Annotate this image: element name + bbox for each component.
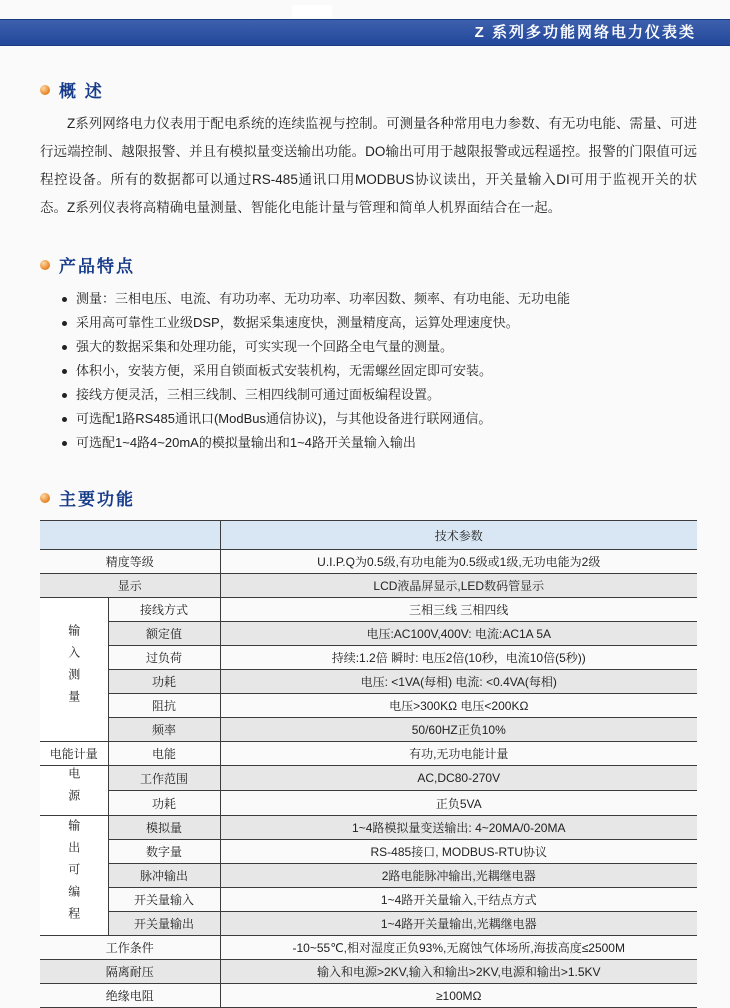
table-row <box>40 694 697 718</box>
section-title: 主要功能 <box>59 490 135 509</box>
spec-value-cell: AC,DC80-270V <box>220 766 697 791</box>
spec-label-cell: 额定值 <box>108 622 220 646</box>
table-row <box>40 598 697 622</box>
table-header-row <box>40 521 697 550</box>
spec-label-cell: 显示 <box>40 574 220 598</box>
spec-value-cell: ≥100MΩ <box>220 984 697 1008</box>
spec-value-cell: 1~4路模拟量变送输出: 4~20MA/0-20MA <box>220 816 697 840</box>
table-row <box>40 550 697 574</box>
spec-group-cell <box>40 598 108 742</box>
spec-value-cell: 2路电能脉冲输出,光耦继电器 <box>220 864 697 888</box>
spec-label-cell: 工作范围 <box>108 766 220 791</box>
spec-group-cell: 电能计量 <box>40 742 108 766</box>
spec-value-cell: LCD液晶屏显示,LED数码管显示 <box>220 574 697 598</box>
spec-label-cell: 脉冲输出 <box>108 864 220 888</box>
table-row <box>40 984 697 1008</box>
feature-item: 测量：三相电压、电流、有功功率、无功功率、功率因数、频率、有功电能、无功电能 <box>62 287 697 311</box>
spec-group-cell <box>40 816 108 936</box>
section-heading-overview <box>40 77 697 102</box>
spec-value-cell: 有功,无功电能计量 <box>220 742 697 766</box>
spec-value-cell: 电压: <1VA(每相) 电流: <0.4VA(每相) <box>220 670 697 694</box>
page-title: Z 系列多功能网络电力仪表类 <box>474 24 696 41</box>
orange-bullet-icon <box>40 493 50 503</box>
spec-value-cell: 输入和电源>2KV,输入和输出>2KV,电源和输出>1.5KV <box>220 960 697 984</box>
spec-value-cell: 正负5VA <box>220 791 697 816</box>
section-heading-functions <box>40 485 697 510</box>
group-label: 电源 <box>66 767 81 811</box>
table-row <box>40 646 697 670</box>
table-row <box>40 742 697 766</box>
spec-label-cell: 功耗 <box>108 791 220 816</box>
spec-label-cell: 电能 <box>108 742 220 766</box>
spec-value-cell: 持续:1.2倍 瞬时: 电压2倍(10秒，电流10倍(5秒)) <box>220 646 697 670</box>
table-row <box>40 670 697 694</box>
feature-item: 可选配1路RS485通讯口(ModBus通信协议)，与其他设备进行联网通信。 <box>62 407 697 431</box>
table-row <box>40 936 697 960</box>
feature-item: 强大的数据采集和处理功能，可实实现一个回路全电气量的测量。 <box>62 335 697 359</box>
feature-item: 接线方便灵活，三相三线制、三相四线制可通过面板编程设置。 <box>62 383 697 407</box>
spec-label-cell: 功耗 <box>108 670 220 694</box>
feature-list <box>62 287 697 455</box>
spec-label-cell: 隔离耐压 <box>40 960 220 984</box>
spec-group-cell <box>40 766 108 816</box>
section-title: 产品特点 <box>59 257 135 276</box>
spec-value-cell: RS-485接口, MODBUS-RTU协议 <box>220 840 697 864</box>
spec-label-cell: 开关量输出 <box>108 912 220 936</box>
table-row <box>40 574 697 598</box>
spec-value-cell: U.I.P.Q为0.5级,有功电能为0.5级或1级,无功电能为2级 <box>220 550 697 574</box>
spec-label-cell: 数字量 <box>108 840 220 864</box>
table-row <box>40 622 697 646</box>
table-row <box>40 816 697 840</box>
page-content <box>40 46 697 1008</box>
spec-table <box>40 520 697 1008</box>
feature-item: 采用高可靠性工业级DSP，数据采集速度快，测量精度高，运算处理速度快。 <box>62 311 697 335</box>
spec-corner-cell <box>40 521 220 550</box>
table-row <box>40 912 697 936</box>
table-row <box>40 960 697 984</box>
table-row <box>40 766 697 791</box>
spec-value-cell: 1~4路开关量输入,干结点方式 <box>220 888 697 912</box>
overview-paragraph: Z系列网络电力仪表用于配电系统的连续监视与控制。可测量各种常用电力参数、有无功电能、需量、可进行远端控制、越限报警、并且有模拟量变送输出功能。DO输出可用于越限报警或远程遥控。报警的门限值可远程控设备。所有的数据都可以通过RS-485通讯口用MODBUS协议读出，开关量输入DI可用于监视开关的状态。Z系列仪表将高精确电量测量、智能化电能计量与管理和简单人机界面结合在一起。 <box>40 116 697 215</box>
table-row <box>40 791 697 816</box>
spec-label-cell: 工作条件 <box>40 936 220 960</box>
spec-header-cell: 技术参数 <box>220 521 697 550</box>
spec-value-cell: 电压>300KΩ 电压<200KΩ <box>220 694 697 718</box>
table-row <box>40 888 697 912</box>
spec-label-cell: 接线方式 <box>108 598 220 622</box>
spec-value-cell: 50/60HZ正负10% <box>220 718 697 742</box>
section-title: 概 述 <box>59 82 104 101</box>
feature-item: 可选配1~4路4~20mA的模拟量输出和1~4路开关量输入输出 <box>62 431 697 455</box>
group-label: 输入测量 <box>66 624 81 712</box>
spec-value-cell: 电压:AC100V,400V: 电流:AC1A 5A <box>220 622 697 646</box>
spec-label-cell: 模拟量 <box>108 816 220 840</box>
page-title-bar <box>0 19 730 46</box>
spec-label-cell: 阻抗 <box>108 694 220 718</box>
spec-label-cell: 频率 <box>108 718 220 742</box>
orange-bullet-icon <box>40 260 50 270</box>
spec-value-cell: 1~4路开关量输出,光耦继电器 <box>220 912 697 936</box>
section-heading-features <box>40 252 697 277</box>
spec-label-cell: 过负荷 <box>108 646 220 670</box>
spec-value-cell: -10~55℃,相对湿度正负93%,无腐蚀气体场所,海拔高度≤2500M <box>220 936 697 960</box>
table-row <box>40 840 697 864</box>
spec-value-cell: 三相三线 三相四线 <box>220 598 697 622</box>
feature-item: 体积小，安装方便，采用自锁面板式安装机构，无需螺丝固定即可安装。 <box>62 359 697 383</box>
spec-label-cell: 绝缘电阻 <box>40 984 220 1008</box>
scan-artifact <box>292 5 332 18</box>
table-row <box>40 718 697 742</box>
table-row <box>40 864 697 888</box>
group-label: 输出可编程 <box>66 819 81 929</box>
spec-label-cell: 开关量输入 <box>108 888 220 912</box>
spec-label-cell: 精度等级 <box>40 550 220 574</box>
orange-bullet-icon <box>40 85 50 95</box>
